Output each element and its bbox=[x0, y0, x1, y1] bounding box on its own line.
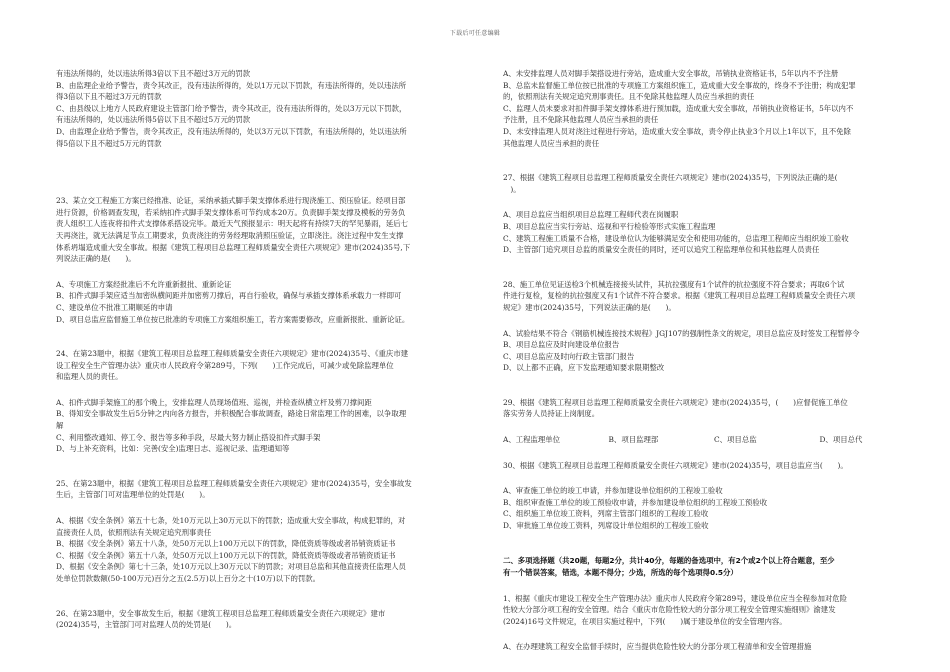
option-d: D、以上都不正确，应下发监理通知要求限期整改 bbox=[503, 363, 665, 373]
option-b: B、项目总监应当实行旁站、巡视和平行检验等形式实施工程监理 bbox=[503, 221, 716, 231]
question-text: 27、根据《建筑工程项目总监理工程师质量安全责任六项规定》建市(2024)35号，下列说法正确的是( bbox=[503, 173, 845, 183]
section-title: 二、多项选择题（共20题，每题2分，共计40分，每题的备选项中，有2个或2个以上符合题意，至少 bbox=[503, 555, 835, 565]
option-c: C、建设单位不批准工期顺延的申请 bbox=[56, 302, 173, 312]
option-d: D、项目总代 bbox=[819, 435, 863, 445]
question-text: 设工程安全生产管理办法》重庆市人民政府令第289号，下列( )工作完成后，可减少或免除监理单位 bbox=[56, 360, 394, 370]
option-d: D、主管部门追究项目总监的质量安全责任的同时，还可以追究工程监理单位和其他监理人员责任 bbox=[503, 245, 820, 255]
question-text: 和监理人员的责任。 bbox=[56, 372, 123, 382]
question-text: 25、在第23题中，根据《建筑工程项目总监理工程师质量安全责任六项规定》建市(2024)35号，安全事故发 bbox=[56, 478, 412, 488]
option-d: D、审批施工单位竣工资料，列席设计单位组织的工程竣工验收 bbox=[503, 521, 709, 531]
question-26 bbox=[56, 608, 476, 631]
option-c: C、项目总监 bbox=[714, 435, 757, 445]
option-c: C、根据《安全条例》第五十八条，处50万元以上100万元以下的罚款，降低资质等级或者吊销资质证书 bbox=[56, 550, 396, 560]
option-d: D、根据《安全条例》第七十三条，处10万元以上30万元以下的罚款；对项目总监和其他直接责任监理人员 bbox=[56, 562, 406, 572]
option-b: B、根据《安全条例》第五十八条，处50万元以上100万元以下的罚款，降低资质等级或者吊销资质证书 bbox=[56, 539, 396, 549]
question-text: 责人组织工人连夜将扣件式支撑体系搭设完毕。最近天气预报显示：明天起将有持续7天的罕见暴雨，延后七 bbox=[56, 219, 409, 229]
text-line: 得3倍以下且不超过3万元的罚款 bbox=[56, 92, 162, 102]
left-column bbox=[56, 68, 476, 631]
question-29 bbox=[503, 397, 925, 446]
text-line: 解 bbox=[56, 421, 64, 431]
option-c: C、建筑工程施工质量不合格，建设单位认为能够满足安全和使用功能的，总监理工程师应当组织竣工验收 bbox=[503, 233, 849, 243]
question-1 bbox=[503, 593, 925, 653]
option-b: B、由监理企业给予警告，责令其改正，没有违法所得的，处以1万元以下罚款，有违法所得的，处以违法所 bbox=[56, 80, 407, 90]
question-text: 落实劳务人员持证上岗制度。 bbox=[503, 409, 600, 419]
option-a: A、根据《安全条例》第五十七条，处10万元以上30万元以下的罚款；造成重大安全事故，构成犯罪的，对 bbox=[56, 516, 406, 526]
question-text: 30、根据《建筑工程项目总监理工程师质量安全责任六项规定》建市(2024)35号，项目总监应当( )。 bbox=[503, 460, 848, 470]
question-text: (2024)16号文件规定，在项目实施过程中，下列( )属于建设单位的安全管理内容。 bbox=[503, 616, 787, 626]
option-a: A、项目总监应当组织项目总监理工程师代表在岗履职 bbox=[503, 210, 679, 220]
option-a: A、工程监理单位 bbox=[503, 435, 561, 445]
section-2-heading bbox=[503, 555, 925, 579]
intro-block bbox=[503, 68, 925, 149]
option-d: D、由监理企业给予警告，责令其改正，没有违法所得的，处以3万元以下罚款，有违法所得的，处以违法所 bbox=[56, 126, 407, 136]
question-text: 生后，主管部门可对监理单位的处罚是( )。 bbox=[56, 490, 210, 500]
option-a: A、专项施工方案经批准后不允许重新报批、重新论证 bbox=[56, 279, 232, 289]
option-a: A、试验结果不符合《钢筋机械连接技术规程》JGJ107的强制性条文的规定，项目总监应及时签发工程暂停令 bbox=[503, 328, 860, 338]
option-c: C、监理人员未要求对扣件脚手架支撑体系进行预加载，造成重大安全事故，吊销执业资格证书，5年以内不 bbox=[503, 103, 854, 113]
option-c: C、由县级以上地方人民政府建设主管部门给予警告，责令其改正，没有违法所得的，处以3万元以下罚款， bbox=[56, 103, 407, 113]
option-b: B、得知安全事故发生后5分钟之内向各方报告，并积极配合事故调查，路途日常监理工作的困难，以争取理 bbox=[56, 409, 407, 419]
text-line: 有违法所得的，处以违法所得5倍以下且不超过5万元的罚款 bbox=[56, 115, 251, 125]
option-d: D、与上补充资料，比如：完善(安全)监理日志、巡视记录、监理通知等 bbox=[56, 444, 290, 454]
question-text: 1、根据《重庆市建设工程安全生产管理办法》重庆市人民政府令第289号，建设单位应当全程参加对危险 bbox=[503, 593, 848, 603]
option-b: B、总监未监督施工单位按已批准的专项施工方案组织施工，造成重大安全事故的，终身不予注册；构成犯罪 bbox=[503, 80, 856, 90]
option-c: C、项目总监应及时向行政主管部门报告 bbox=[503, 351, 635, 361]
question-text: 天再浇注，就无法满足节点工期要求，负责浇注的劳务经理取消照压验证，立即浇注。浇注过程中发生支撑 bbox=[56, 230, 404, 240]
intro-block bbox=[56, 68, 476, 149]
question-24 bbox=[56, 348, 476, 455]
question-27 bbox=[503, 172, 925, 256]
option-b: B、组织审查施工单位的竣工预验收申请，并参加建设单位组织的工程竣工预验收 bbox=[503, 497, 768, 507]
question-23 bbox=[56, 195, 476, 325]
right-column bbox=[503, 68, 925, 653]
option-b: B、扣件式脚手架应适当加密纵横间距并加密剪刀撑后，再自行验收，确保与承插支撑体系承载力一样即可 bbox=[56, 291, 402, 301]
question-text: 性较大分部分项工程的安全管理。结合《重庆市危险性较大的分部分项工程安全管理实施细则》渝建发 bbox=[503, 605, 836, 615]
question-text: 进行货源，价格调查发现，若采纳扣件式脚手架支撑体系可节约成本20万。负责脚手架支撑及模板的劳务负 bbox=[56, 207, 406, 217]
option-c: C、组织施工单位竣工资料，列席主管部门组织的工程竣工验收 bbox=[503, 509, 709, 519]
text-line: 处单位罚款数额(50-100万元)百分之五(2.5万)以上百分之十(10万)以下的罚款。 bbox=[56, 574, 321, 583]
text-line: 予注册，且不免除其他监理人员应当承担的责任 bbox=[503, 115, 659, 125]
question-text: 29、根据《建筑工程项目总监理工程师质量安全责任六项规定》建市(2024)35号，( )应督促施工单位 bbox=[503, 397, 848, 407]
question-text: 件进行复检，复检的抗拉强度又有1个试件不符合要求。根据《建筑工程项目总监理工程师质量安全责任六项 bbox=[503, 291, 856, 301]
section-title: 有一个错误答案，错选，本题不得分；少选，所选的每个选项得0.5分） bbox=[503, 567, 738, 577]
option-c: C、利用整改通知、停工令、报告等多种手段，尽最大努力制止搭设扣件式脚手架 bbox=[56, 432, 321, 442]
text-line: 直接责任人员，依照刑法有关规定追究刑事责任 bbox=[56, 527, 212, 537]
text-line: 其他监理人员应当承担的责任 bbox=[503, 138, 600, 148]
question-text: )。 bbox=[503, 184, 521, 194]
question-text: 24、在第23题中，根据《建筑工程项目总监理工程师质量安全责任六项规定》建市(2024)35号、《重庆市建 bbox=[56, 349, 409, 359]
question-text: 体系坍塌造成重大安全事故。根据《建筑工程项目总监理工程师质量安全责任六项规定》建市(2024)35号,下 bbox=[56, 242, 411, 252]
text-line: 得5倍以下且不超过5万元的罚款 bbox=[56, 138, 162, 148]
text-line: 的，依照刑法有关规定追究刑事责任。且不免除其他监理人员应当承担的责任 bbox=[503, 92, 755, 102]
question-text: (2024)35号，主管部门可对监理人员的处罚是( )。 bbox=[56, 620, 237, 630]
page-header: 下载后可任意编辑 bbox=[449, 30, 501, 37]
question-25 bbox=[56, 478, 476, 585]
question-text: 列说法正确的是( )。 bbox=[56, 254, 136, 264]
option-d: D、未安排监理人员对浇注过程进行旁站，造成重大安全事故，责令停止执业3个月以上1年以下，且不免除 bbox=[503, 126, 851, 136]
question-text: 28、施工单位见证送检3个机械连接接头试件，其抗拉强度有1个试件的抗拉强度不符合要求；再取6个试 bbox=[503, 279, 845, 289]
option-a: A、在办理建筑工程安全监督手续时，应当提供危险性较大的分部分项工程清单和安全管理措施 bbox=[503, 642, 812, 652]
option-b: B、项目监理部 bbox=[608, 435, 659, 445]
option-a: A、扣件式脚手架施工的那个晚上，安排监理人员现场值班、巡视，并检查纵横立杆及剪刀撑间距 bbox=[56, 397, 372, 407]
text-line: 有违法所得的，处以违法所得3倍以下且不超过3万元的罚款 bbox=[56, 69, 251, 78]
question-30 bbox=[503, 460, 925, 532]
option-d: D、项目总监应监督施工单位按已批准的专项施工方案组织施工，若方案需要修改，应重新报批、重新论证。 bbox=[56, 314, 410, 324]
question-28 bbox=[503, 279, 925, 374]
option-a: A、未安排监理人员对脚手架搭设进行旁站，造成重大安全事故，吊销执业资格证书，5年以内不予注册 bbox=[503, 69, 839, 78]
options-row bbox=[503, 434, 925, 446]
option-b: B、项目总监应及时向建设单位报告 bbox=[503, 340, 620, 350]
question-text: 规定》建市(2024)35号，下列说法正确的是( )。 bbox=[503, 302, 676, 312]
option-a: A、审查施工单位的竣工申请，并参加建设单位组织的工程竣工验收 bbox=[503, 486, 723, 496]
question-text: 26、在第23题中，安全事故发生后，根据《建筑工程项目总监理工程师质量安全责任六项规定》建市 bbox=[56, 608, 386, 618]
question-text: 23、某立交工程施工方案已经推准、论证，采纳承插式脚手架支撑体系进行现浇施工、预压验证。经项目部 bbox=[56, 196, 406, 206]
